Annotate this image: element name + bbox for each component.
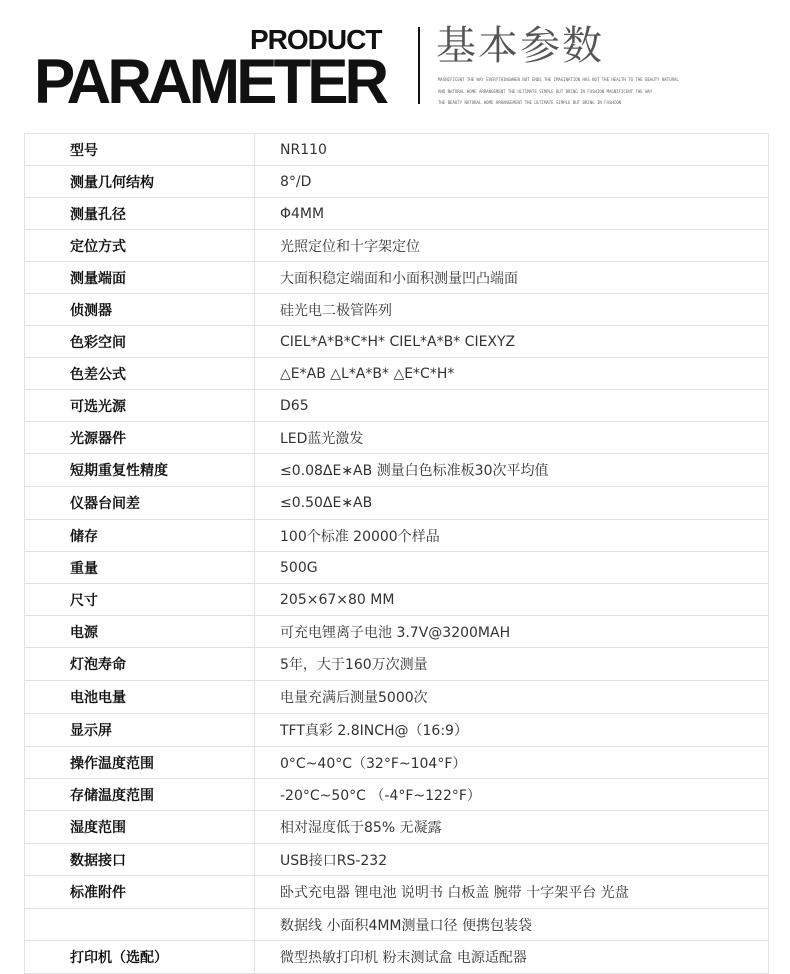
- spec-row: [25, 262, 769, 294]
- spec-label: 存储温度范围: [25, 779, 255, 811]
- spec-value: 5年，大于160万次测量: [255, 648, 769, 681]
- spec-value: LED蓝光激发: [255, 422, 769, 454]
- spec-label: 灯泡寿命: [25, 648, 255, 681]
- page-header: [0, 0, 790, 132]
- spec-row: [25, 166, 769, 198]
- spec-value: 硅光电二极管阵列: [255, 294, 769, 326]
- spec-row: [25, 294, 769, 326]
- spec-label: 数据接口: [25, 844, 255, 876]
- spec-label: 电池电量: [25, 681, 255, 714]
- spec-label: 操作温度范围: [25, 747, 255, 779]
- spec-value: 数据线 小面积4MM测量口径 便携包装袋: [255, 909, 769, 941]
- spec-table: [24, 133, 769, 974]
- spec-label: 储存: [25, 520, 255, 552]
- header-tagline-line-1: MAGNIFICENT THE WAY EVERYTHINGWHEN NOT ENDS THE IMAGINATION HAS NOT THE HEALTH TO THE BEAUTY NATURAL: [438, 77, 679, 82]
- header-divider: [418, 27, 420, 104]
- spec-label: 电源: [25, 616, 255, 648]
- spec-value: △E*AB △L*A*B* △E*C*H*: [255, 358, 769, 390]
- spec-row: [25, 198, 769, 230]
- spec-label: 显示屏: [25, 714, 255, 747]
- spec-row: [25, 648, 769, 681]
- spec-row: [25, 230, 769, 262]
- spec-label: 可选光源: [25, 390, 255, 422]
- header-tagline-line-2: AND NATURAL HOME ARRANGEMENT THE ULTIMATE SIMPLE BUT BRING IN FASHION MAGNIFICENT THE WAY: [438, 89, 653, 94]
- spec-row: [25, 584, 769, 616]
- spec-value: 相对湿度低于85% 无凝露: [255, 811, 769, 844]
- header-parameter-text: PARAMETER: [34, 47, 386, 117]
- spec-value: 500G: [255, 552, 769, 584]
- spec-row: [25, 844, 769, 876]
- spec-label: 标准附件: [25, 876, 255, 909]
- spec-value: 微型热敏打印机 粉末测试盒 电源适配器: [255, 941, 769, 974]
- spec-label: [25, 909, 255, 941]
- spec-label: 短期重复性精度: [25, 454, 255, 487]
- spec-row: [25, 326, 769, 358]
- spec-value: 0°C~40°C（32°F~104°F）: [255, 747, 769, 779]
- spec-row: [25, 681, 769, 714]
- spec-row: [25, 487, 769, 520]
- spec-row: [25, 616, 769, 648]
- spec-row: [25, 390, 769, 422]
- spec-value: 205×67×80 MM: [255, 584, 769, 616]
- header-product-text: PRODUCT: [250, 24, 382, 55]
- spec-value: -20°C~50°C （-4°F~122°F）: [255, 779, 769, 811]
- header-chinese-title: 基本参数: [436, 23, 604, 69]
- spec-row: [25, 358, 769, 390]
- spec-value: 光照定位和十字架定位: [255, 230, 769, 262]
- spec-value: Φ4MM: [255, 198, 769, 230]
- spec-value: D65: [255, 390, 769, 422]
- spec-row: [25, 747, 769, 779]
- spec-label: 打印机（选配）: [25, 941, 255, 974]
- spec-value: 8°/D: [255, 166, 769, 198]
- spec-row: [25, 520, 769, 552]
- spec-label: 仪器台间差: [25, 487, 255, 520]
- spec-row: [25, 134, 769, 166]
- spec-label: 型号: [25, 134, 255, 166]
- spec-label: 定位方式: [25, 230, 255, 262]
- spec-row: [25, 941, 769, 974]
- spec-label: 测量几何结构: [25, 166, 255, 198]
- spec-value: 可充电锂离子电池 3.7V@3200MAH: [255, 616, 769, 648]
- spec-value: CIEL*A*B*C*H* CIEL*A*B* CIEXYZ: [255, 326, 769, 358]
- spec-row: [25, 811, 769, 844]
- spec-value: TFT真彩 2.8INCH@（16:9）: [255, 714, 769, 747]
- spec-label: 侦测器: [25, 294, 255, 326]
- spec-label: 湿度范围: [25, 811, 255, 844]
- spec-value: USB接口RS-232: [255, 844, 769, 876]
- spec-row: [25, 876, 769, 909]
- spec-row: [25, 552, 769, 584]
- spec-row: [25, 714, 769, 747]
- spec-value: 卧式充电器 锂电池 说明书 白板盖 腕带 十字架平台 光盘: [255, 876, 769, 909]
- spec-label: 测量端面: [25, 262, 255, 294]
- header-tagline-line-3: THE BEAUTY NATURAL HOME ARRANGEMENT THE ULTIMATE SIMPLE BUT BRING IN FASHION: [438, 100, 622, 105]
- spec-value: ≤0.08ΔE∗AB 测量白色标准板30次平均值: [255, 454, 769, 487]
- spec-label: 色差公式: [25, 358, 255, 390]
- spec-label: 色彩空间: [25, 326, 255, 358]
- spec-row: [25, 454, 769, 487]
- spec-value: NR110: [255, 134, 769, 166]
- spec-value: 100个标准 20000个样品: [255, 520, 769, 552]
- spec-value: 大面积稳定端面和小面积测量凹凸端面: [255, 262, 769, 294]
- spec-row: [25, 422, 769, 454]
- spec-label: 光源器件: [25, 422, 255, 454]
- spec-label: 测量孔径: [25, 198, 255, 230]
- spec-value: ≤0.50ΔE∗AB: [255, 487, 769, 520]
- spec-label: 尺寸: [25, 584, 255, 616]
- spec-row: [25, 779, 769, 811]
- spec-label: 重量: [25, 552, 255, 584]
- spec-row: [25, 909, 769, 941]
- spec-value: 电量充满后测量5000次: [255, 681, 769, 714]
